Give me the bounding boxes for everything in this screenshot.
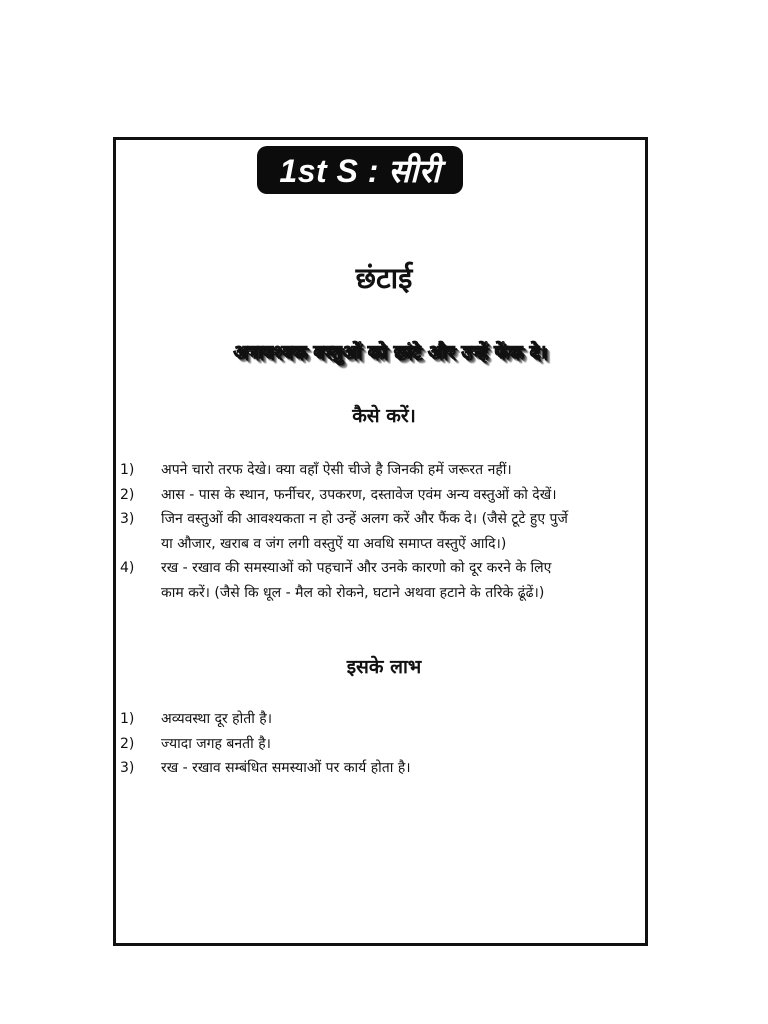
list-item: [0, 707, 768, 732]
item-text-line: अव्यवस्था दूर होती है।: [161, 711, 273, 727]
item-number: 1): [120, 711, 135, 727]
item-text-line: रख - रखाव की समस्याओं को पहचानें और उनके कारणो को दूर करने के लिए: [161, 560, 552, 576]
item-text-line: अपने चारो तरफ देखे। क्या वहाँ ऐसी चीजे है जिनकी हमें जरूरत नहीं।: [161, 462, 512, 478]
main-heading: छंटाई: [355, 261, 413, 295]
item-text-line: या औजार, खराब व जंग लगी वस्तुऐं या अवधि समाप्त वस्तुऐं आदि।): [161, 535, 507, 552]
benefit-list: [0, 707, 768, 781]
item-number: 2): [120, 735, 135, 752]
list-item: [0, 756, 768, 781]
how-list: [0, 458, 768, 605]
item-text-line: रख - रखाव सम्बंधित समस्याओं पर कार्य होता है।: [161, 760, 411, 776]
list-item: [0, 458, 768, 483]
banner-text: 1st S : सीरी: [279, 152, 441, 189]
item-text-line: ज्यादा जगह बनती है।: [161, 735, 271, 752]
item-text-line: आस - पास के स्थान, फर्नीचर, उपकरण, दस्तावेज एवंम अन्य वस्तुओं को देखें।: [161, 486, 557, 503]
item-number: 3): [120, 511, 135, 527]
item-text-line: काम करें। (जैसे कि धूल - मैल को रोकने, घटाने अथवा हटाने के तरिके ढूंढें।): [161, 584, 545, 601]
how-section-title: कैसे करें।: [352, 405, 416, 427]
title-banner: [257, 146, 463, 194]
item-number: 3): [120, 760, 135, 776]
subtitle-block: [190, 339, 590, 364]
list-item: [0, 483, 768, 508]
subtitle: अनावश्यक वस्तुओं को छांटे और उन्हें फेंक दे।: [233, 342, 547, 363]
item-number: 4): [120, 560, 135, 576]
item-text-line: जिन वस्तुओं की आवश्यकता न हो उन्हें अलग करें और फैंक दे। (जैसे टूटे हुए पुर्जे: [161, 511, 568, 527]
item-number: 1): [120, 462, 135, 478]
list-item: [0, 732, 768, 757]
benefit-section-title: इसके लाभ: [346, 656, 422, 678]
item-number: 2): [120, 486, 135, 503]
list-item: [0, 507, 768, 556]
list-item: [0, 556, 768, 605]
